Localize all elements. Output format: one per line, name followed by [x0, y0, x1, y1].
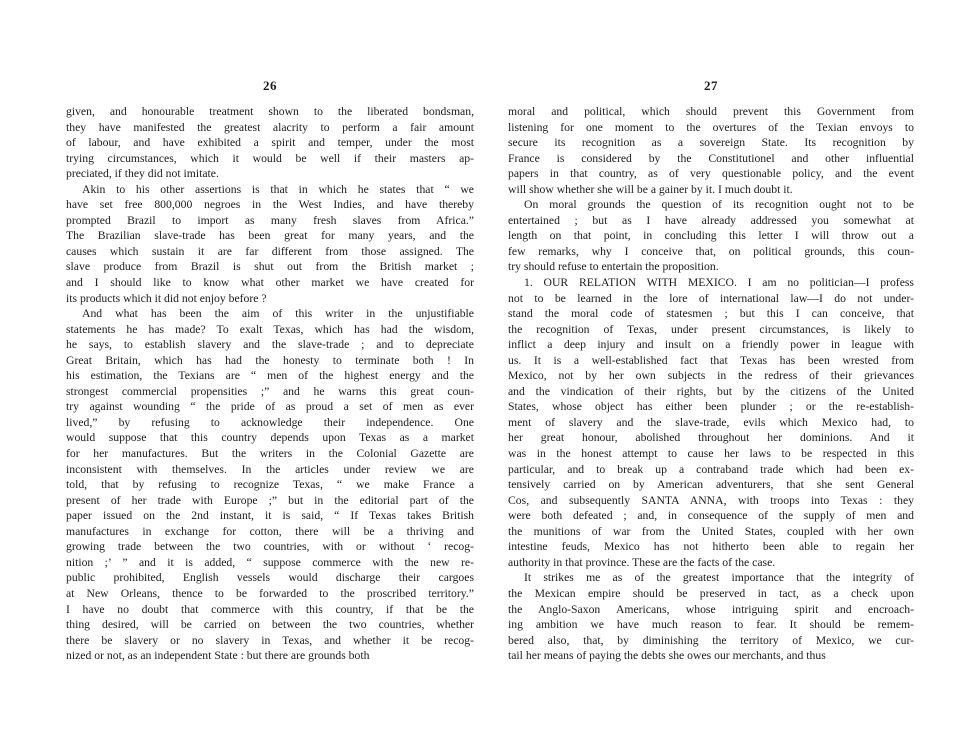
text-line: will show whether she will be a gainer by it. I much doubt it. — [508, 182, 793, 196]
text-line: the munitions of war from the United States, coupled with her own — [508, 524, 914, 538]
text-line: On moral grounds the question of its recognition ought not to be — [524, 198, 914, 212]
text-line: have set free 800,000 negroes in the West Indies, and have thereby — [66, 198, 474, 212]
text-line: and I should like to know what other market we have created for — [66, 276, 474, 290]
page-number-left: 26 — [263, 78, 277, 93]
text-line: her great honour, abolished throughout her dominions. And it — [508, 431, 914, 445]
text-line: the recognition of Texas, under present circumstances, is likely to — [508, 322, 914, 336]
right-page-text — [508, 104, 914, 664]
text-line: nized or not, as an independent State : but there are grounds both — [66, 649, 370, 663]
text-line: the Mexican empire should be preserved in tact, as a check upon — [508, 586, 914, 600]
text-line: ment of slavery and the slave-trade, evils which Mexico had, to — [508, 415, 914, 429]
text-line: Akin to his other assertions is that in which he states that “ we — [82, 182, 474, 196]
text-line: lived,” by refusing to acknowledge their independence. One — [66, 415, 474, 429]
text-line: statements he has made? To exalt Texas, which has had the wisdom, — [66, 322, 474, 336]
text-line: try against wounding “ the pride of as proud a set of men as ever — [66, 400, 474, 414]
text-line: Mexico, not by her own subjects in the redress of their grievances — [508, 369, 914, 383]
text-line: France is considered by the Constitutionel and other influential — [508, 151, 914, 165]
text-line: not to be learned in the lore of international law—I do not under- — [508, 291, 914, 305]
text-line: ing ambition we have much reason to fear. It should be remem- — [508, 618, 914, 632]
text-line: tail her means of paying the debts she owes our merchants, and thus — [508, 649, 826, 663]
text-line: The Brazilian slave-trade has been great for many years, and the — [66, 229, 474, 243]
text-line: public prohibited, English vessels would discharge their cargoes — [66, 571, 474, 585]
text-line: was in the honest attempt to cause her laws to be respected in this — [508, 447, 914, 461]
text-line: his estimation, the Texians are “ men of the highest energy and the — [66, 369, 474, 383]
text-line: try should refuse to entertain the proposition. — [508, 260, 719, 274]
text-line: would suppose that this country depends upon Texas as a market — [66, 431, 474, 445]
text-line: for her manufactures. But the writers in the Colonial Gazette are — [66, 447, 474, 461]
text-line: particular, and to break up a contraband trade which had been ex- — [508, 462, 914, 476]
text-line: States, whose object has either been plunder ; or the re-establish- — [508, 400, 914, 414]
text-line: thing desired, will be carried on between the two countries, whether — [66, 618, 474, 632]
text-line: its products which it did not enjoy before ? — [66, 291, 267, 305]
text-line: length on that point, in concluding this letter I will throw out a — [508, 229, 914, 243]
text-line: paper issued on the 2nd instant, it is said, “ If Texas takes British — [66, 509, 474, 523]
text-line: the Anglo-Saxon Americans, whose intriguing spirit and encroach- — [508, 602, 914, 616]
text-line: causes which sustain it are far different from those assigned. The — [66, 244, 474, 258]
text-line: of labour, and have exhibited a spirit and temper, under the most — [66, 136, 474, 150]
text-line: few remarks, why I conceive that, on political grounds, this coun- — [508, 244, 914, 258]
text-line: I have no doubt that commerce with this country, if that be the — [66, 602, 474, 616]
text-line: bered also, that, by diminishing the territory of Mexico, we cur- — [508, 633, 914, 647]
text-line: told, that by refusing to recognize Texas, “ we make France a — [66, 478, 474, 492]
text-line: It strikes me as of the greatest importance that the integrity of — [524, 571, 914, 585]
text-line: intestine feuds, Mexico has not hitherto been able to regain her — [508, 540, 914, 554]
text-line: and the vindication of their rights, but by the citizens of the United — [508, 384, 914, 398]
text-line: preciated, if they did not imitate. — [66, 167, 219, 181]
text-line: trying circumstances, which it would be well if their masters ap- — [66, 151, 474, 165]
text-line: growing trade between the two countries, with or without ‘ recog- — [66, 540, 474, 554]
text-line: us. It is a well-established fact that Texas has been wrested from — [508, 353, 914, 367]
text-line: moral and political, which should prevent this Government from — [508, 105, 914, 118]
text-line: 1. OUR RELATION WITH MEXICO. I am no politician—I profess — [524, 276, 914, 290]
text-line: authority in that province. These are the facts of the case. — [508, 555, 776, 569]
text-line: Great Britain, which has had the honesty to terminate both ! In — [66, 353, 474, 367]
text-line: listening for one moment to the overtures of the Texian envoys to — [508, 120, 914, 134]
text-line: he says, to establish slavery and the slave-trade ; and to depreciate — [66, 338, 474, 352]
text-line: there be slavery or no slavery in Texas, and whether it be recog- — [66, 633, 474, 647]
page-number-right: 27 — [704, 78, 718, 93]
text-line: they have manifested the greatest alacrity to perform a fair amount — [66, 120, 474, 134]
left-page-text — [66, 104, 474, 664]
text-line: manufactures in exchange for cotton, there will be a thriving and — [66, 524, 474, 538]
text-line: And what has been the aim of this writer in the unjustifiable — [82, 307, 474, 321]
text-line: entertained ; but as I have already addressed you somewhat at — [508, 213, 914, 227]
left-page — [66, 0, 474, 745]
text-line: slave produce from Brazil is shut out from the British market ; — [66, 260, 474, 274]
text-line: present of her trade with Europe ;” but in the editorial part of the — [66, 493, 474, 507]
text-line: strongest commercial propensities ;” and he warns this great coun- — [66, 384, 474, 398]
text-line: inflict a deep injury and insult on a friendly power in league with — [508, 338, 914, 352]
text-line: stand the moral code of statesmen ; but this I can conceive, that — [508, 307, 914, 321]
text-line: given, and honourable treatment shown to the liberated bondsman, — [66, 105, 474, 118]
text-line: secure its recognition as a sovereign State. Its recognition by — [508, 136, 914, 150]
text-line: were both defeated ; and, in consequence of the supply of men and — [508, 509, 914, 523]
text-line: prompted Brazil to import as many fresh slaves from Africa.” — [66, 213, 474, 227]
text-line: Cos, and subsequently SANTA ANNA, with troops into Texas : they — [508, 493, 914, 507]
text-line: at New Orleans, thence to be forwarded to the proscribed territory.” — [66, 586, 474, 600]
text-line: papers in that country, as of very questionable policy, and the event — [508, 167, 914, 181]
text-line: inconsistent with themselves. In the articles under review we are — [66, 462, 474, 476]
right-page — [508, 0, 914, 745]
text-line: tensively carried on by American adventurers, that she sent General — [508, 478, 914, 492]
text-line: nition ;’ ” and it is added, “ suppose commerce with the new re- — [66, 555, 474, 569]
